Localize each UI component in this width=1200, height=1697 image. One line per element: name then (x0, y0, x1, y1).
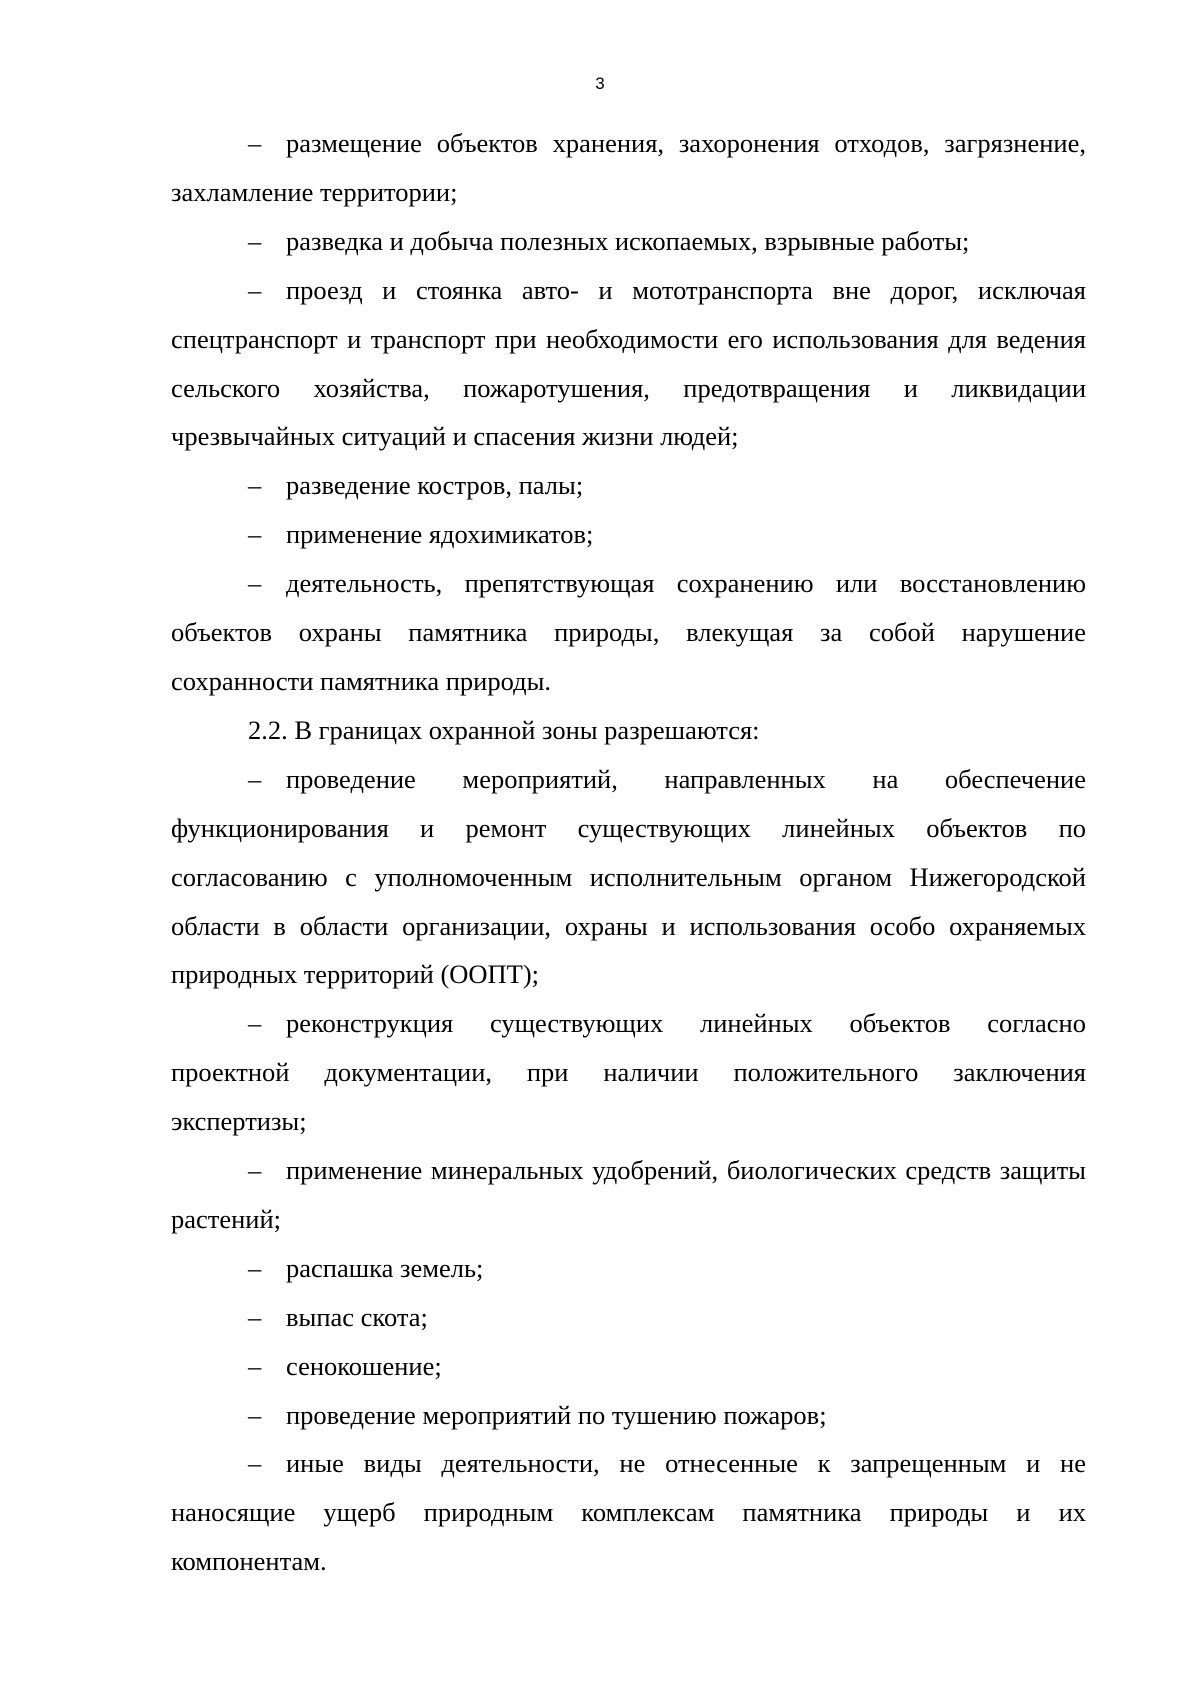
list-item (171, 999, 1086, 1146)
list-item (171, 755, 1086, 1000)
list-dash: – (248, 1008, 262, 1039)
list-item-text: разведение костров, палы; (286, 470, 584, 501)
list-dash: – (248, 1252, 262, 1283)
list-dash: – (248, 128, 262, 158)
page-number: 3 (595, 74, 605, 93)
list-item-text: сенокошение; (286, 1350, 442, 1381)
list-item (171, 510, 1086, 559)
list-item-text: проведение мероприятий по тушению пожаров; (286, 1399, 827, 1430)
list-item (171, 461, 1086, 510)
list-item (171, 1342, 1086, 1391)
list-item (171, 1146, 1086, 1244)
list-item-text: проезд и стоянка авто- и мототранспорта вне дорог, исключая спецтранспорт и транспорт при необходимости его использования для ведения сельского хозяйства, пожаротушения, предотвращения и ликвидации чрезвычайных ситуаций и спасения жизни людей; (171, 274, 1086, 452)
list-item-text: разведка и добыча полезных ископаемых, взрывные работы; (286, 225, 970, 256)
list-item (171, 559, 1086, 706)
list-item-text: деятельность, препятствующая сохранению или восстановлению объектов охраны памятника природы, влекущая за собой нарушение сохранности памятника природы. (171, 568, 1086, 696)
list-dash: – (248, 470, 262, 501)
list-dash: – (248, 1155, 262, 1186)
document-body (171, 119, 1086, 1586)
list-item-text: распашка земель; (286, 1252, 484, 1283)
list-dash: – (248, 225, 262, 256)
list-item (171, 1293, 1086, 1342)
list-item-text: реконструкция существующих линейных объектов согласно проектной документации, при наличии положительного заключения экспертизы; (171, 1008, 1086, 1137)
list-item (171, 119, 1086, 217)
list-dash: – (248, 1350, 262, 1381)
list-item-text: применение ядохимикатов; (286, 519, 594, 550)
list-dash: – (248, 763, 262, 794)
list-item-text: выпас скота; (286, 1301, 428, 1332)
section-heading-text: 2.2. В границах охранной зоны разрешаются: (248, 714, 760, 745)
list-dash: – (248, 1301, 262, 1332)
list-dash: – (248, 1448, 262, 1479)
list-item (171, 1391, 1086, 1440)
list-item (171, 217, 1086, 266)
list-dash: – (248, 274, 262, 305)
list-item-text: иные виды деятельности, не отнесенные к запрещенным и не наносящие ущерб природным комплексам памятника природы и их компонентам. (171, 1448, 1086, 1577)
list-item-text: размещение объектов хранения, захоронения отходов, загрязнение, захламление территории; (171, 128, 1086, 207)
list-dash: – (248, 519, 262, 550)
section-heading (171, 706, 1086, 755)
list-dash: – (248, 1399, 262, 1430)
list-dash: – (248, 568, 262, 599)
list-item (171, 1244, 1086, 1293)
list-item-text: применение минеральных удобрений, биологических средств защиты растений; (171, 1155, 1086, 1234)
list-item (171, 266, 1086, 462)
list-item (171, 1439, 1086, 1586)
list-item-text: проведение мероприятий, направленных на обеспечение функционирования и ремонт существующих линейных объектов по согласованию с уполномоченным исполнительным органом Нижегородской области в области организации, охраны и использования особо охраняемых природных территорий (ООПТ); (171, 763, 1086, 990)
